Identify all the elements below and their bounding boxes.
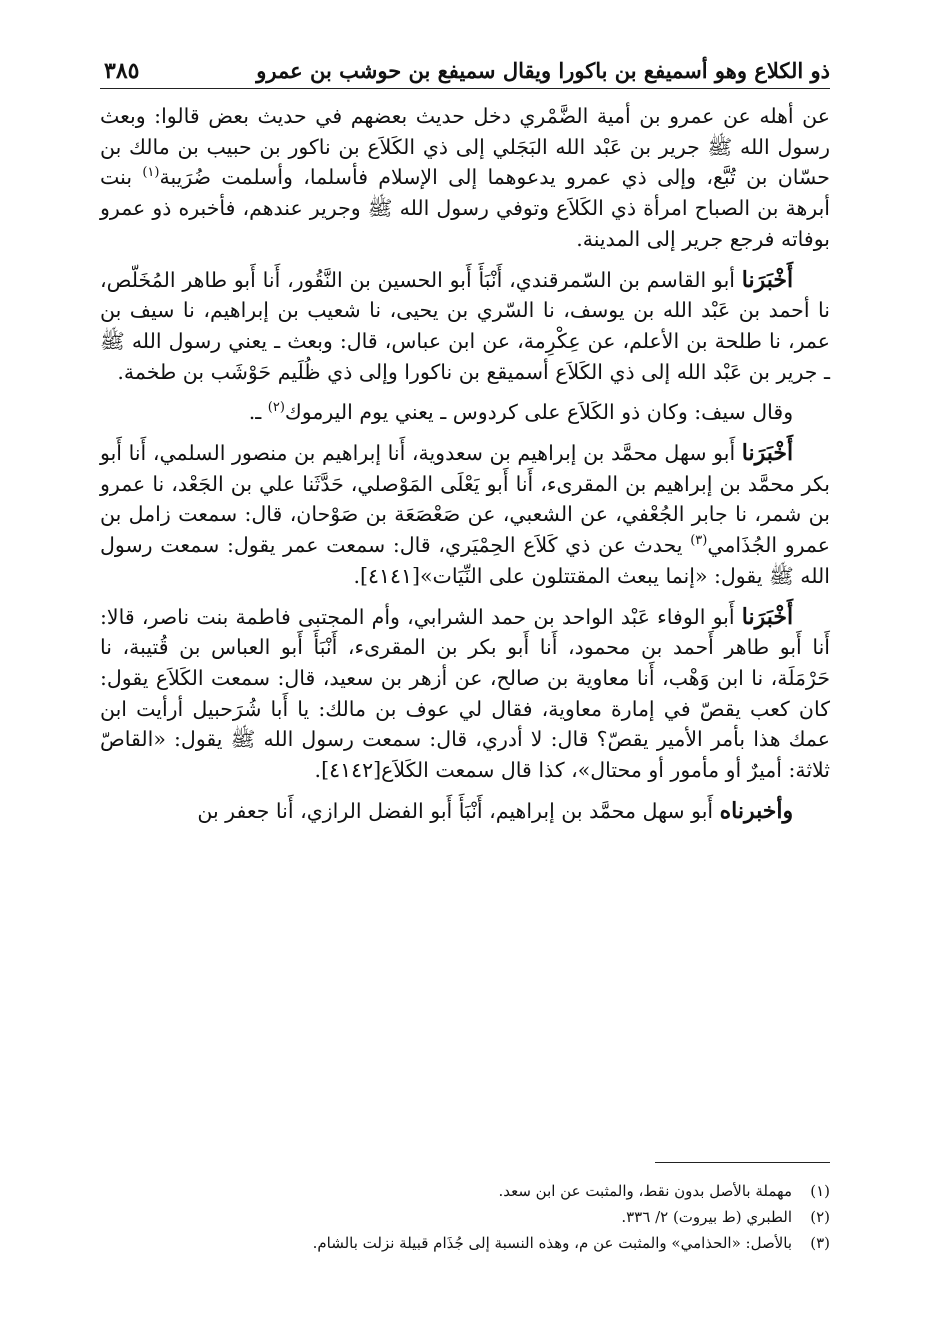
paragraph-text-tail: ـ.: [248, 400, 268, 425]
paragraph-6: [100, 796, 830, 827]
footnote-3: [100, 1230, 830, 1256]
paragraph-text: أبو القاسم بن السّمرقندي، أَنْبَأَ أَبو الحسين بن النَّقُور، أَنا أَبو طاهر المُخَلّص، نا أحمد بن عَبْد الله بن يوسف، نا السّري بن يحيى، نا شعيب بن إبراهيم، نا سيف بن عمر، نا طلحة بن الأعلم، عن عِكْرِمة، عن ابن عباس، قال: وبعث ـ يعني رسول الله ﷺ ـ جرير بن عَبْد الله إلى ذي الكَلاَع أسميقع بن ناكورا وإلى ذي ظُلَيم حَوْشَب بن طخمة.: [100, 267, 830, 384]
main-text: [100, 101, 830, 826]
footnote-number: (٢): [810, 1208, 830, 1226]
paragraph-text: أَبو الوفاء عَبْد الواحد بن حمد الشرابي، وأم المجتبى فاطمة بنت ناصر، قالا: أَنا أَبو طاهر أَحمد بن محمود، أَنا أَبو بكر بن المقرىء، أَنْبَأَ أَبو العباس بن قُتيبة، نا حَرْمَلَة، نا ابن وَهْب، أَنا معاوية بن صالح، عن أزهر بن سعيد، قال: سمعت الكَلاَع يقول: كان كعب يقصّ في إمارة معاوية، فقال لي عوف بن مالك: يا أَبا شُرَحبيل أرأيت ابن عمك هذا بأمر الأمير يقصّ؟ قال: لا أدري، قال: سمعت رسول الله ﷺ يقول: «القاصّ ثلاثة: أميرٌ أو مأمور أو محتال»، كذا قال سمعت الكَلاَع[٤١٤٢].: [100, 604, 830, 783]
footnote-number: (٣): [810, 1234, 830, 1252]
isnad-lead: وأخبرناه: [719, 797, 794, 824]
footnote-text: الطبري (ط بيروت) ٢/ ٣٣٦.: [621, 1208, 792, 1226]
paragraph-2: [100, 265, 830, 388]
footnotes: [100, 1178, 830, 1256]
footnote-ref: (٢): [267, 400, 285, 416]
isnad-lead: أَخْبَرَنا: [741, 440, 794, 467]
paragraph-3: [100, 397, 830, 428]
running-title: ذو الكلاع وهو أسميفع بن باكورا ويقال سميفع بن حوشب بن عمرو: [256, 58, 830, 83]
paragraph-4: [100, 438, 830, 592]
page-header: [100, 52, 830, 89]
footnote-ref: (١): [142, 165, 160, 181]
book-page: [100, 52, 830, 1302]
footnote-number: (١): [810, 1182, 830, 1200]
paragraph-text-tail: يحدث عن ذي كَلاَع الحِمْيَري، قال: سمعت عمر يقول: سمعت رسول الله ﷺ يقول: «إنما يبعث المقتتلون على النِّيَات»[٤١٤١].: [100, 533, 830, 588]
footnote-divider: [655, 1162, 830, 1163]
paragraph-text: عن أهله عن عمرو بن أمية الضَّمْري دخل حديث بعضهم في حديث بعض قالوا: وبعث رسول الله ﷺ جرير بن عَبْد الله البَجَلي إلى ذي الكَلاَع بن ناكور بن حبيب بن مالك بن حسّان بن تُبَّع، وإلى ذي عمرو يدعوهما إلى الإسلام فأسلما، وأسلمت ضُرَيبة: [100, 104, 830, 190]
paragraph-5: [100, 602, 830, 786]
footnote-text: مهملة بالأصل بدون نقط، والمثبت عن ابن سعد.: [498, 1182, 792, 1200]
footnote-2: [100, 1204, 830, 1230]
footnote-1: [100, 1178, 830, 1204]
paragraph-text: أَبو سهل محمَّد بن إبراهيم بن سعدوية، أَنا إبراهيم بن منصور السلمي، أَنا أَبو بكر محمَّد بن إبراهيم بن المقرىء، أَنا أَبو يَعْلَى المَوْصلي، حَدَّثَنا علي بن الجَعْد، نا عمرو بن شمر، نا جابر الجُعْفي، عن الشعبي، عن صَعْصَعَة بن صَوْحان، قال: سمعت زامل بن عمرو الجُذَامي: [100, 441, 830, 558]
paragraph-text: أَبو سهل محمَّد بن إبراهيم، أَنْبَأَ أَبو الفضل الرازي، أَنا جعفر بن: [197, 798, 720, 823]
page-number: ٣٨٥: [104, 58, 140, 84]
paragraph-1: [100, 101, 830, 255]
isnad-lead: أَخْبَرَنا: [741, 266, 794, 293]
isnad-lead: أَخْبَرَنا: [741, 603, 794, 630]
footnote-ref: (٣): [690, 533, 708, 549]
paragraph-text-tail: بنت أبرهة بن الصباح امرأة ذي الكَلاَع وتوفي رسول الله ﷺ وجرير عندهم، فأخبره ذو عمرو بوفاته فرجع جرير إلى المدينة.: [100, 165, 830, 251]
footnote-text: بالأصل: «الحذامي» والمثبت عن م، وهذه النسبة إلى جُذَام قبيلة نزلت بالشام.: [312, 1234, 792, 1252]
paragraph-text: وقال سيف: وكان ذو الكَلاَع على كردوس ـ يعني يوم اليرموك: [284, 400, 794, 425]
